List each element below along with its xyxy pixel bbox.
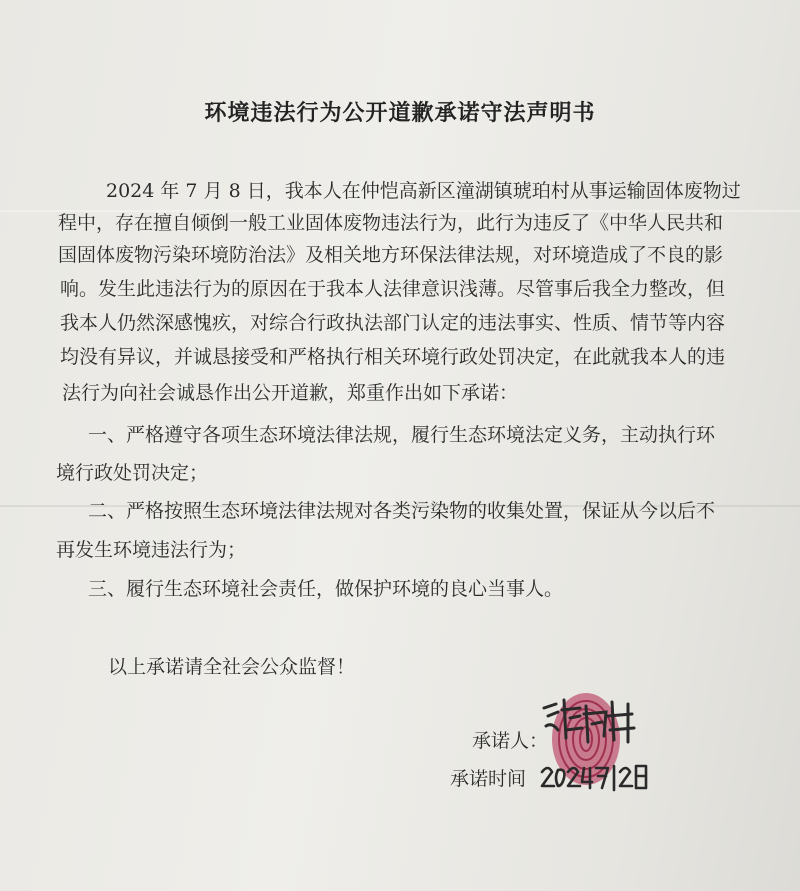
signer-label: 承诺人： (472, 730, 549, 752)
handwritten-signature (536, 686, 666, 756)
commitment-line: 一、严格遵守各项生态环境法律法规，履行生态环境法定义务，主动执行环 (88, 424, 716, 446)
commitment-line: 二、严格按照生态环境法律法规对各类污染物的收集处置，保证从今以后不 (88, 500, 716, 522)
commitment-line: 再发生环境违法行为； (56, 539, 247, 561)
commitment-line: 境行政处罚决定； (56, 462, 209, 484)
handwritten-date (538, 760, 662, 796)
body-line: 法行为向社会诚恳作出公开道歉，郑重作出如下承诺： (62, 382, 519, 404)
body-line: 国固体废物污染环境防治法》及相关地方环保法律法规，对环境造成了不良的影 (58, 244, 724, 266)
commitment-line: 三、履行生态环境社会责任，做保护环境的良心当事人。 (88, 578, 564, 600)
body-line: 2024 年 7 月 8 日，我本人在仲恺高新区潼湖镇琥珀村从事运输固体废物过 (106, 180, 741, 202)
body-line: 响。发生此违法行为的原因在于我本人法律意识浅薄。尽管事后我全力整改，但 (60, 278, 726, 300)
body-line: 均没有异议，并诚恳接受和严格执行相关环境行政处罚决定，在此就我本人的违 (60, 346, 726, 368)
body-line: 我本人仍然深感愧疚，对综合行政执法部门认定的违法事实、性质、情节等内容 (60, 312, 726, 334)
body-line: 程中，存在擅自倾倒一般工业固体废物违法行为，此行为违反了《中华人民共和 (58, 212, 724, 234)
date-label: 承诺时间 (450, 768, 527, 790)
document-title: 环境违法行为公开道歉承诺守法声明书 (204, 100, 596, 126)
closing-statement: 以上承诺请全社会公众监督！ (108, 656, 356, 678)
